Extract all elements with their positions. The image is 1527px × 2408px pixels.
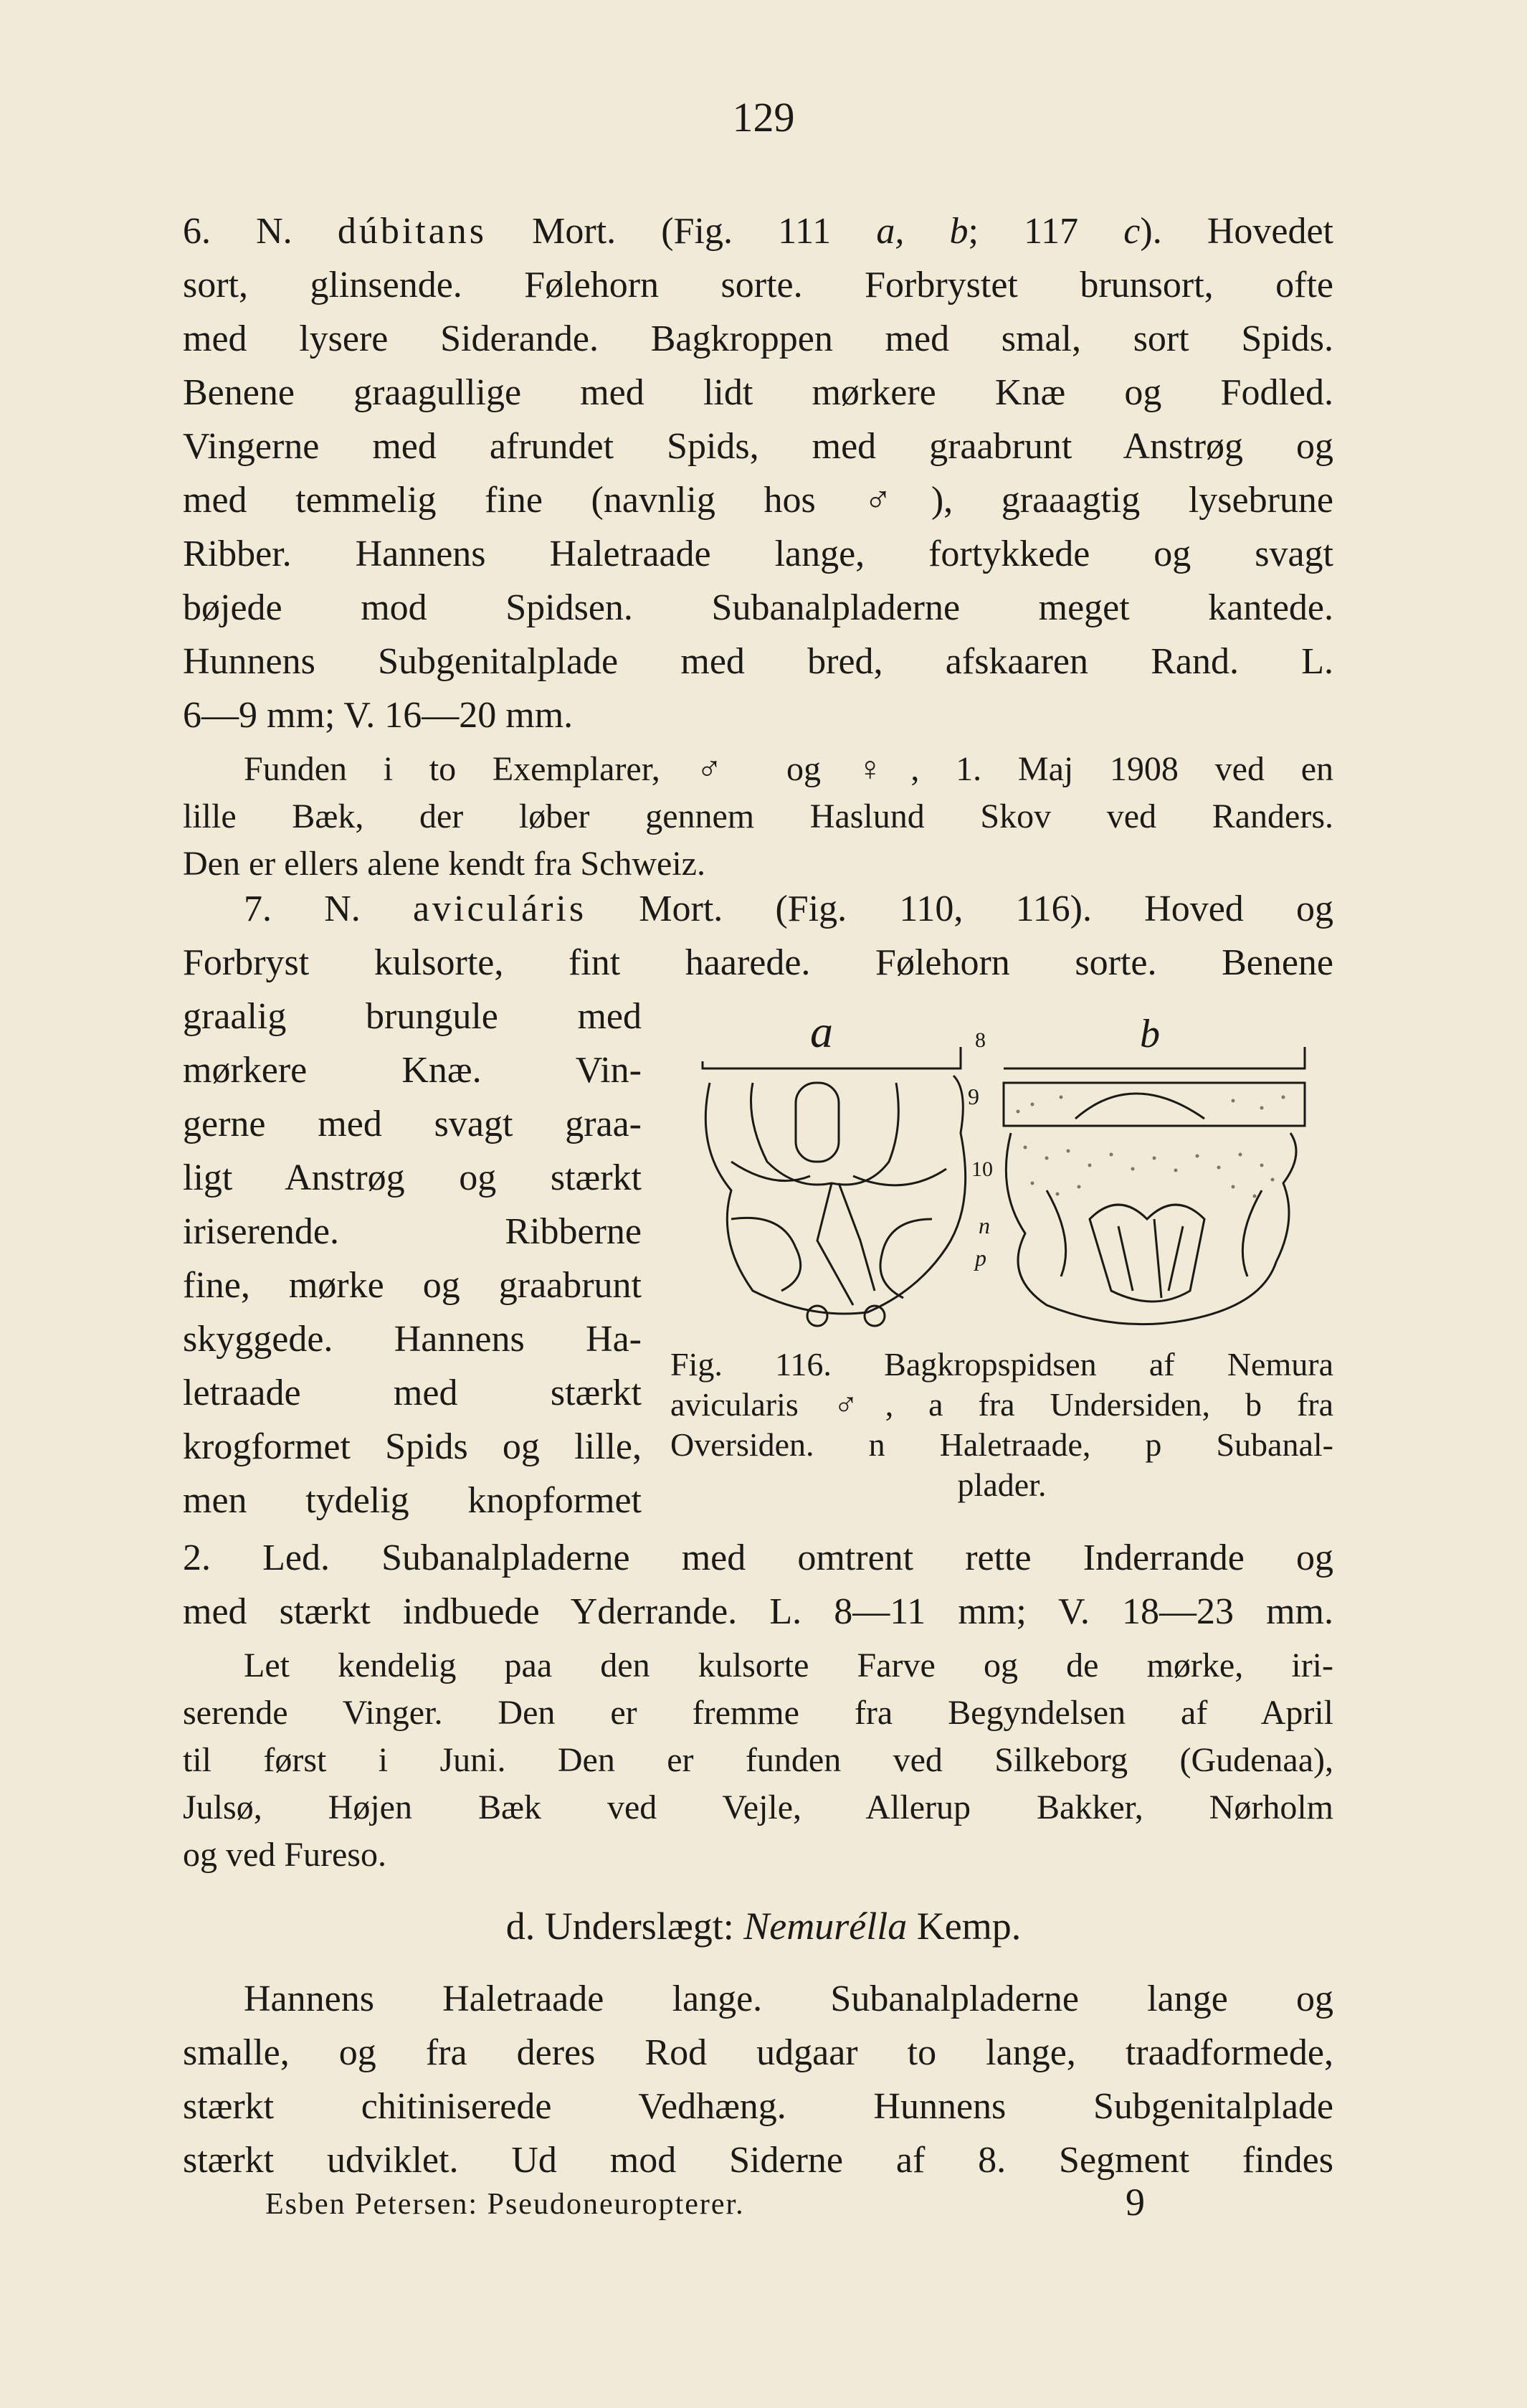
nemurella-description (183, 1972, 1333, 2187)
text-line: Hannens Haletraade lange. Subanalpladerne lange og (244, 1978, 1333, 2019)
species-7-locality (183, 1642, 1333, 1879)
sheet-number: 9 (1126, 2181, 1145, 2224)
text-line: 7. N. aviculáris Mort. (Fig. 110, 116). Hoved og (244, 888, 1333, 929)
text-line: Den er ellers alene kendt fra Schweiz. (183, 845, 705, 883)
genus-name: Nemurélla (743, 1905, 908, 1948)
figure-label-b: b (1140, 1012, 1160, 1056)
text-line: ligt Anstrøg og stærkt (183, 1157, 642, 1198)
figure-116-caption (670, 1345, 1333, 1505)
text-line: bøjede mod Spidsen. Subanalpladerne meget kantede. (183, 587, 1333, 628)
text-line: stærkt chitiniserede Vedhæng. Hunnens Subgenitalplade (183, 2086, 1333, 2127)
text-line: 2. Led. Subanalpladerne med omtrent rette Inderrande og (183, 1537, 1333, 1578)
species-7-narrow-column (183, 990, 642, 1527)
text-line: iriserende. Ribberne (183, 1211, 642, 1252)
figure-label-8: 8 (975, 1028, 986, 1052)
text-line: stærkt udviklet. Ud mod Siderne af 8. Segment findes (183, 2140, 1333, 2181)
text-line: Forbryst kulsorte, fint haarede. Følehorn sorte. Benene (183, 942, 1333, 983)
text-line: smalle, og fra deres Rod udgaar to lange, traadformede, (183, 2032, 1333, 2073)
text-line: serende Vinger. Den er fremme fra Begyndelsen af April (183, 1694, 1333, 1732)
text-line: Funden i to Exemplarer, ♂ og ♀, 1. Maj 1908 ved en (244, 750, 1333, 788)
text-line: Vingerne med afrundet Spids, med graabrunt Anstrøg og (183, 426, 1333, 467)
text-line: Julsø, Højen Bæk ved Vejle, Allerup Bakker, Nørholm (183, 1788, 1333, 1826)
species-7-heading (183, 882, 1333, 990)
text-line: sort, glinsende. Følehorn sorte. Forbrystet brunsort, ofte (183, 265, 1333, 305)
caption-line: Oversiden. n Haletraade, p Subanal- (670, 1426, 1333, 1463)
figure-label-9: 9 (968, 1084, 979, 1109)
figure-label-10: 10 (971, 1157, 993, 1181)
text-line: gerne med svagt graa- (183, 1104, 642, 1144)
text-line: skyggede. Hannens Ha- (183, 1319, 642, 1360)
page-number: 129 (732, 94, 795, 141)
species-6-locality (183, 746, 1333, 888)
text-line: 6—9 mm; V. 16—20 mm. (183, 695, 574, 736)
species-6-description (183, 204, 1333, 742)
text-line: 6. N. dúbitans Mort. (Fig. 111 a, b; 117 c). Hovedet (183, 211, 1333, 252)
text-line: letraade med stærkt (183, 1373, 642, 1413)
text-line: men tydelig knopformet (183, 1480, 642, 1521)
text-line: Let kendelig paa den kulsorte Farve og de mørke, iri- (244, 1646, 1333, 1684)
species-7-continuation (183, 1531, 1333, 1639)
text-line: lille Bæk, der løber gennem Haslund Skov ved Randers. (183, 797, 1333, 835)
caption-line: plader. (957, 1466, 1047, 1503)
footer-signature: Esben Petersen: Pseudoneuropterer. (265, 2188, 745, 2221)
figure-label-a: a (810, 1006, 833, 1057)
caption-line: Fig. 116. Bagkropspidsen af Nemura (670, 1346, 1333, 1383)
section-heading: d. Underslægt: Nemurélla Kemp. (505, 1905, 1022, 1948)
figure-label-n: n (979, 1213, 990, 1238)
text-line: mørkere Knæ. Vin- (183, 1050, 642, 1091)
text-line: Ribber. Hannens Haletraade lange, fortykkede og svagt (183, 534, 1333, 574)
text-line: og ved Fureso. (183, 1836, 386, 1874)
text-line: til først i Juni. Den er funden ved Silkeborg (Gudenaa), (183, 1741, 1333, 1779)
text-line: med stærkt indbuede Yderrande. L. 8—11 mm; V. 18—23 mm. (183, 1591, 1333, 1632)
text-line: med lysere Siderande. Bagkroppen med smal, sort Spids. (183, 318, 1333, 359)
figure-label-p: p (975, 1245, 986, 1271)
text-line: med temmelig fine (navnlig hos ♂), graaagtig lysebrune (183, 480, 1333, 521)
species-name: dúbitans (337, 211, 487, 252)
figure-116-drawing (688, 1004, 1333, 1362)
caption-line: avicularis ♂, a fra Undersiden, b fra (670, 1386, 1333, 1423)
text-line: fine, mørke og graabrunt (183, 1265, 642, 1306)
text-line: graalig brungule med (183, 996, 642, 1037)
text-line: Hunnens Subgenitalplade med bred, afskaaren Rand. L. (183, 641, 1333, 682)
species-name: aviculáris (412, 888, 587, 929)
text-line: krogformet Spids og lille, (183, 1426, 642, 1467)
text-line: Benene graagullige med lidt mørkere Knæ og Fodled. (183, 372, 1333, 413)
